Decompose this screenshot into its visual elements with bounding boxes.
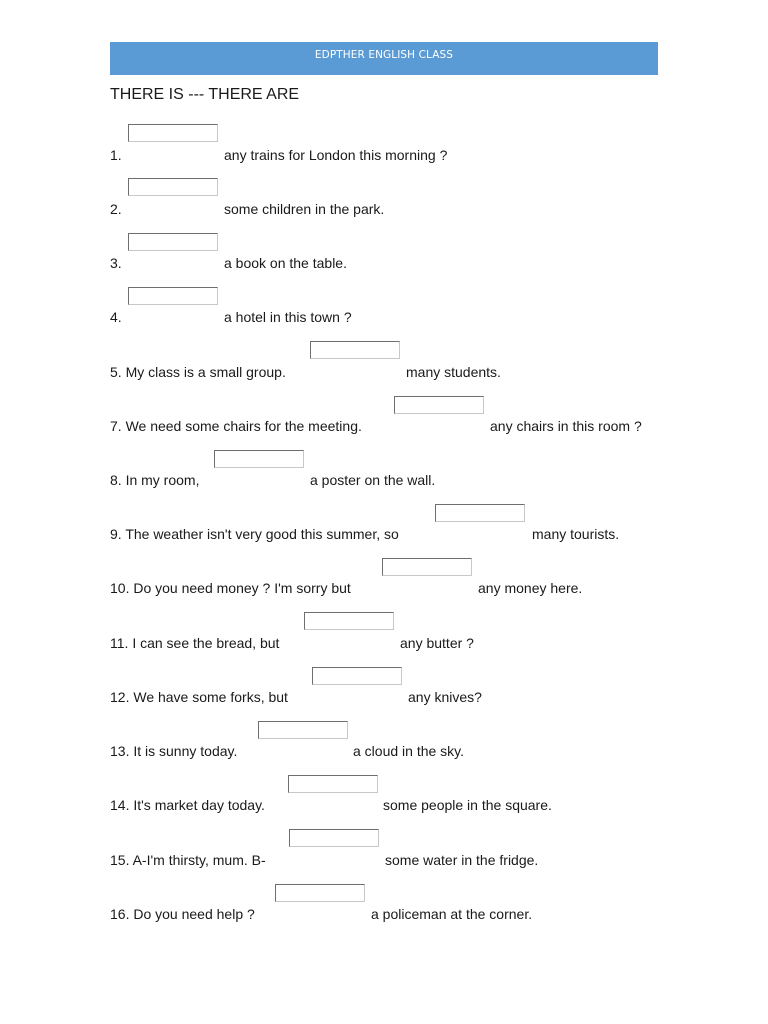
question-text-after: many tourists. xyxy=(532,526,620,542)
question-text-after: a hotel in this town ? xyxy=(224,309,352,325)
question-text-after: any trains for London this morning ? xyxy=(224,147,448,163)
question-text-after: a cloud in the sky. xyxy=(353,743,465,759)
question-text-after: some children in the park. xyxy=(224,201,385,217)
question-text-before: 9. The weather isn't very good this summer, so xyxy=(110,526,399,542)
question-text-before: 12. We have some forks, but xyxy=(110,689,288,705)
answer-input[interactable] xyxy=(312,667,402,685)
answer-input[interactable] xyxy=(128,178,218,196)
question-text-before: 11. I can see the bread, but xyxy=(110,635,280,651)
answer-input[interactable] xyxy=(394,396,484,414)
question-text-before: 2. xyxy=(110,201,122,217)
answer-input[interactable] xyxy=(128,233,218,251)
question-text-before: 1. xyxy=(110,147,122,163)
answer-input[interactable] xyxy=(128,287,218,305)
question-text-before: 10. Do you need money ? I'm sorry but xyxy=(110,580,351,596)
page-title: THERE IS --- THERE ARE xyxy=(110,86,300,103)
answer-input[interactable] xyxy=(258,721,348,739)
answer-input[interactable] xyxy=(382,558,472,576)
question-text-before: 16. Do you need help ? xyxy=(110,906,255,922)
question-text-after: a book on the table. xyxy=(224,255,347,271)
answer-input[interactable] xyxy=(214,450,304,468)
banner-title: EDPTHER ENGLISH CLASS xyxy=(314,48,454,61)
answer-input[interactable] xyxy=(304,612,394,630)
question-text-after: some water in the fridge. xyxy=(385,852,539,868)
question-text-before: 5. My class is a small group. xyxy=(110,364,286,380)
question-text-before: 8. In my room, xyxy=(110,472,200,488)
question-text-after: any money here. xyxy=(478,580,583,596)
question-text-after: any butter ? xyxy=(400,635,474,651)
answer-input[interactable] xyxy=(310,341,400,359)
question-text-before: 7. We need some chairs for the meeting. xyxy=(110,418,362,434)
question-text-before: 14. It's market day today. xyxy=(110,797,265,813)
answer-input[interactable] xyxy=(288,775,378,793)
question-text-after: many students. xyxy=(406,364,501,380)
answer-input[interactable] xyxy=(275,884,365,902)
answer-input[interactable] xyxy=(289,829,379,847)
question-text-after: a poster on the wall. xyxy=(310,472,436,488)
question-text-before: 13. It is sunny today. xyxy=(110,743,238,759)
question-text-after: some people in the square. xyxy=(383,797,552,813)
question-text-after: any knives? xyxy=(408,689,482,705)
question-text-before: 4. xyxy=(110,309,122,325)
answer-input[interactable] xyxy=(128,124,218,142)
answer-input[interactable] xyxy=(435,504,525,522)
question-text-after: any chairs in this room ? xyxy=(490,418,642,434)
question-text-after: a policeman at the corner. xyxy=(371,906,533,922)
question-text-before: 3. xyxy=(110,255,122,271)
question-text-before: 15. A-I'm thirsty, mum. B- xyxy=(110,852,266,868)
header-banner xyxy=(110,42,658,75)
